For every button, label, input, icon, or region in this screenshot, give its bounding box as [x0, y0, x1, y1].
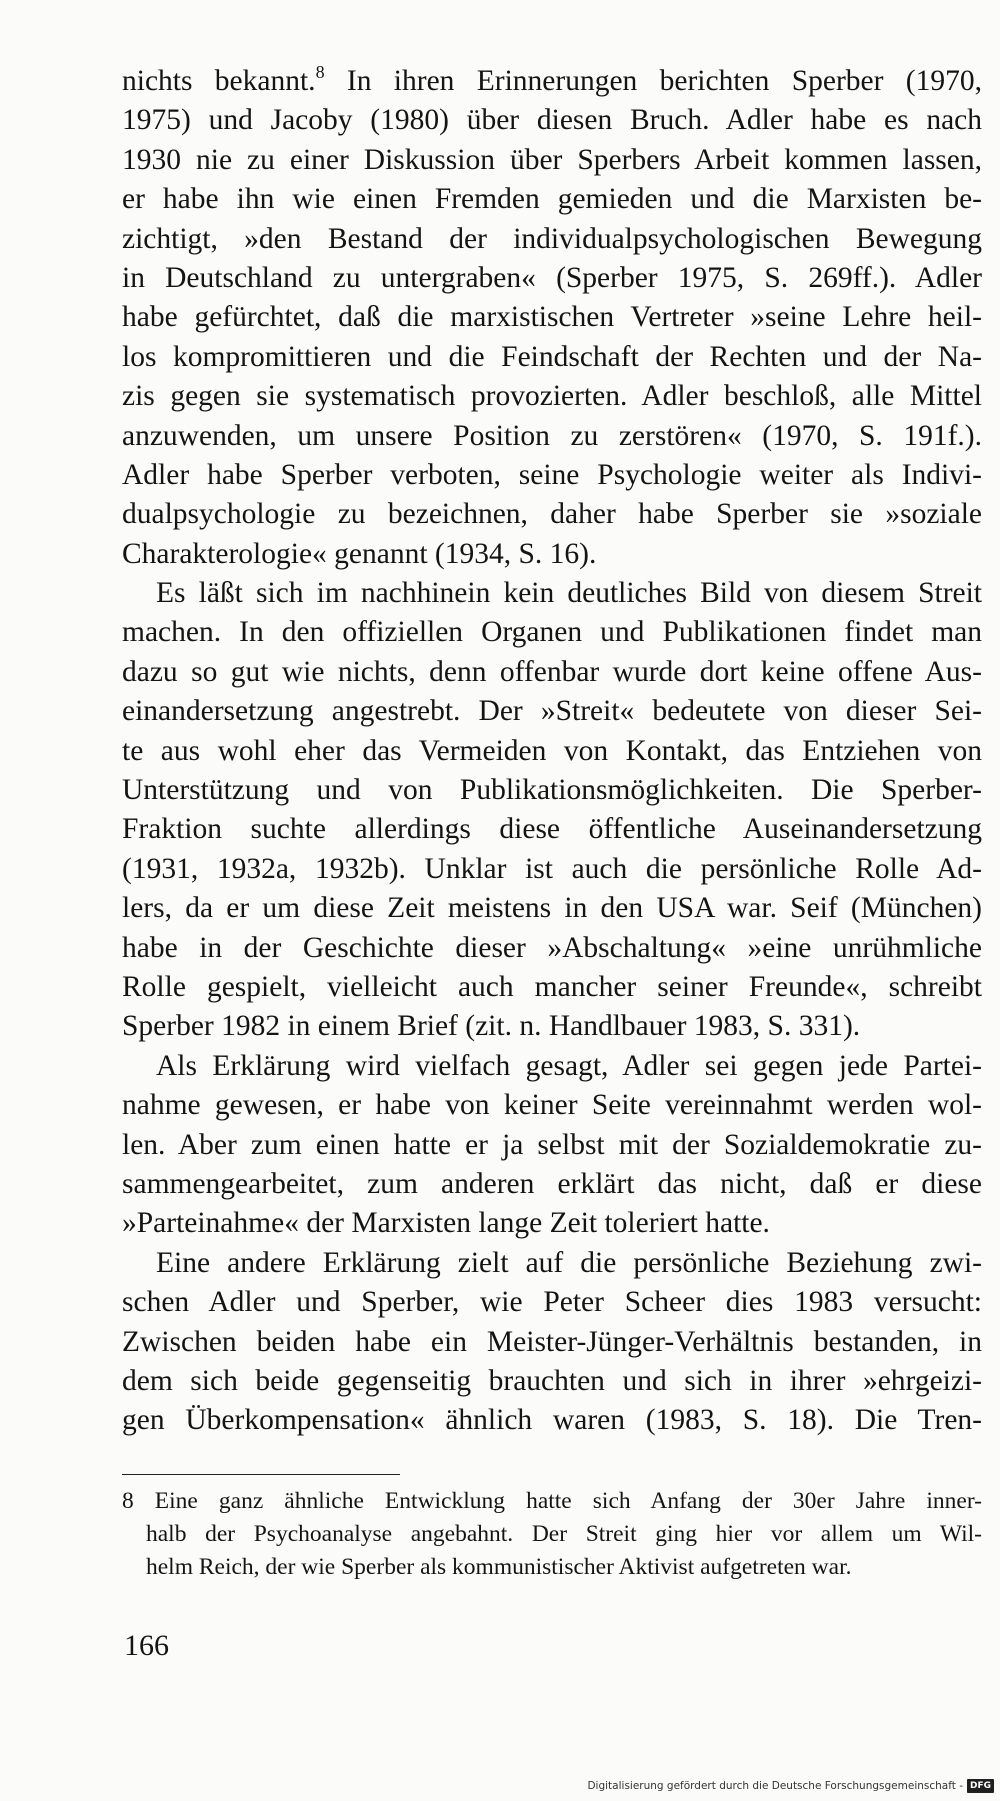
text-line: Charakterologie« genannt (1934, S. 16).: [122, 537, 597, 570]
body-text: [122, 62, 982, 1441]
text-line: te aus wohl eher das Vermeiden von Kontakt, das Entziehen von: [122, 734, 982, 767]
text-line: nahme gewesen, er habe von keiner Seite vereinnahmt werden wol-: [122, 1089, 982, 1122]
text-line: einandersetzung angestrebt. Der »Streit« bedeutete von dieser Sei-: [122, 695, 982, 728]
text-line: habe gefürchtet, daß die marxistischen Vertreter »seine Lehre heil-: [122, 301, 982, 334]
text-line: Sperber 1982 in einem Brief (zit. n. Handlbauer 1983, S. 331).: [122, 1010, 861, 1043]
footnote-separator: [122, 1474, 400, 1475]
footnote-line: helm Reich, der wie Sperber als kommunistischer Aktivist aufgetreten war.: [146, 1554, 852, 1580]
text-segment: nichts bekannt.: [122, 65, 316, 97]
text-line: (1931, 1932a, 1932b). Unklar ist auch die persönliche Rolle Ad-: [122, 852, 982, 885]
text-line: dualpsychologie zu bezeichnen, daher habe Sperber sie »soziale: [122, 498, 982, 531]
footnotes: [122, 1485, 982, 1584]
page-number: 166: [124, 1629, 169, 1662]
text-line: Es läßt sich im nachhinein kein deutliches Bild von diesem Streit: [156, 577, 982, 610]
text-line: machen. In den offiziellen Organen und Publikationen findet man: [122, 616, 982, 649]
text-line: zis gegen sie systematisch provozierten. Adler beschloß, alle Mittel: [122, 380, 982, 413]
text-line: schen Adler und Sperber, wie Peter Scheer dies 1983 versucht:: [122, 1286, 982, 1319]
text-line: Als Erklärung wird vielfach gesagt, Adler sei gegen jede Partei-: [156, 1049, 982, 1082]
credit-text: Digitalisierung gefördert durch die Deutsche Forschungsgemeinschaft -: [587, 1780, 963, 1792]
footnote-line: halb der Psychoanalyse angebahnt. Der Streit ging hier vor allem um Wil-: [146, 1521, 982, 1547]
text-line: er habe ihn wie einen Fremden gemieden und die Marxisten be-: [122, 183, 982, 216]
text-line: los kompromittieren und die Feindschaft der Rechten und der Na-: [122, 340, 982, 373]
text-segment: In ihren Erinnerungen berichten Sperber (1970,: [324, 65, 982, 97]
text-line: 1975) und Jacoby (1980) über diesen Bruch. Adler habe es nach: [122, 104, 982, 137]
text-line: Unterstützung und von Publikationsmöglichkeiten. Die Sperber-: [122, 774, 982, 807]
footnote-line: 8 Eine ganz ähnliche Entwicklung hatte sich Anfang der 30er Jahre inner-: [122, 1488, 982, 1514]
text-line: len. Aber zum einen hatte er ja selbst mit der Sozialdemokratie zu-: [122, 1128, 982, 1161]
text-line: Rolle gespielt, vielleicht auch mancher seiner Freunde«, schreibt: [122, 970, 982, 1003]
text-line: in Deutschland zu untergraben« (Sperber 1975, S. 269ff.). Adler: [122, 261, 982, 294]
text-line: zichtigt, »den Bestand der individualpsychologischen Bewegung: [122, 222, 982, 255]
text-line: gen Überkompensation« ähnlich waren (1983, S. 18). Die Tren-: [122, 1404, 982, 1437]
text-line: sammengearbeitet, zum anderen erklärt das nicht, daß er diese: [122, 1167, 982, 1200]
text-line: Fraktion suchte allerdings diese öffentliche Auseinandersetzung: [122, 813, 982, 846]
footnote-reference[interactable]: 8: [315, 62, 325, 82]
text-line: dem sich beide gegenseitig brauchten und sich in ihrer »ehrgeizi-: [122, 1364, 982, 1397]
text-line: Eine andere Erklärung zielt auf die persönliche Beziehung zwi-: [156, 1246, 982, 1279]
text-line: lers, da er um diese Zeit meistens in den USA war. Seif (München): [122, 892, 982, 925]
text-line: Zwischen beiden habe ein Meister-Jünger-Verhältnis bestanden, in: [122, 1325, 982, 1358]
text-line: dazu so gut wie nichts, denn offenbar wurde dort keine offene Aus-: [122, 655, 982, 688]
text-line: [122, 62, 982, 101]
text-line: habe in der Geschichte dieser »Abschaltung« »eine unrühmliche: [122, 931, 982, 964]
text-line: Adler habe Sperber verboten, seine Psychologie weiter als Indivi-: [122, 458, 982, 491]
dfg-logo-icon: DFG: [967, 1779, 994, 1793]
text-line: anzuwenden, um unsere Position zu zerstören« (1970, S. 191f.).: [122, 419, 982, 452]
text-line: 1930 nie zu einer Diskussion über Sperbers Arbeit kommen lassen,: [122, 143, 982, 176]
text-line: »Parteinahme« der Marxisten lange Zeit toleriert hatte.: [122, 1207, 770, 1240]
digitization-credit: [587, 1775, 994, 1797]
